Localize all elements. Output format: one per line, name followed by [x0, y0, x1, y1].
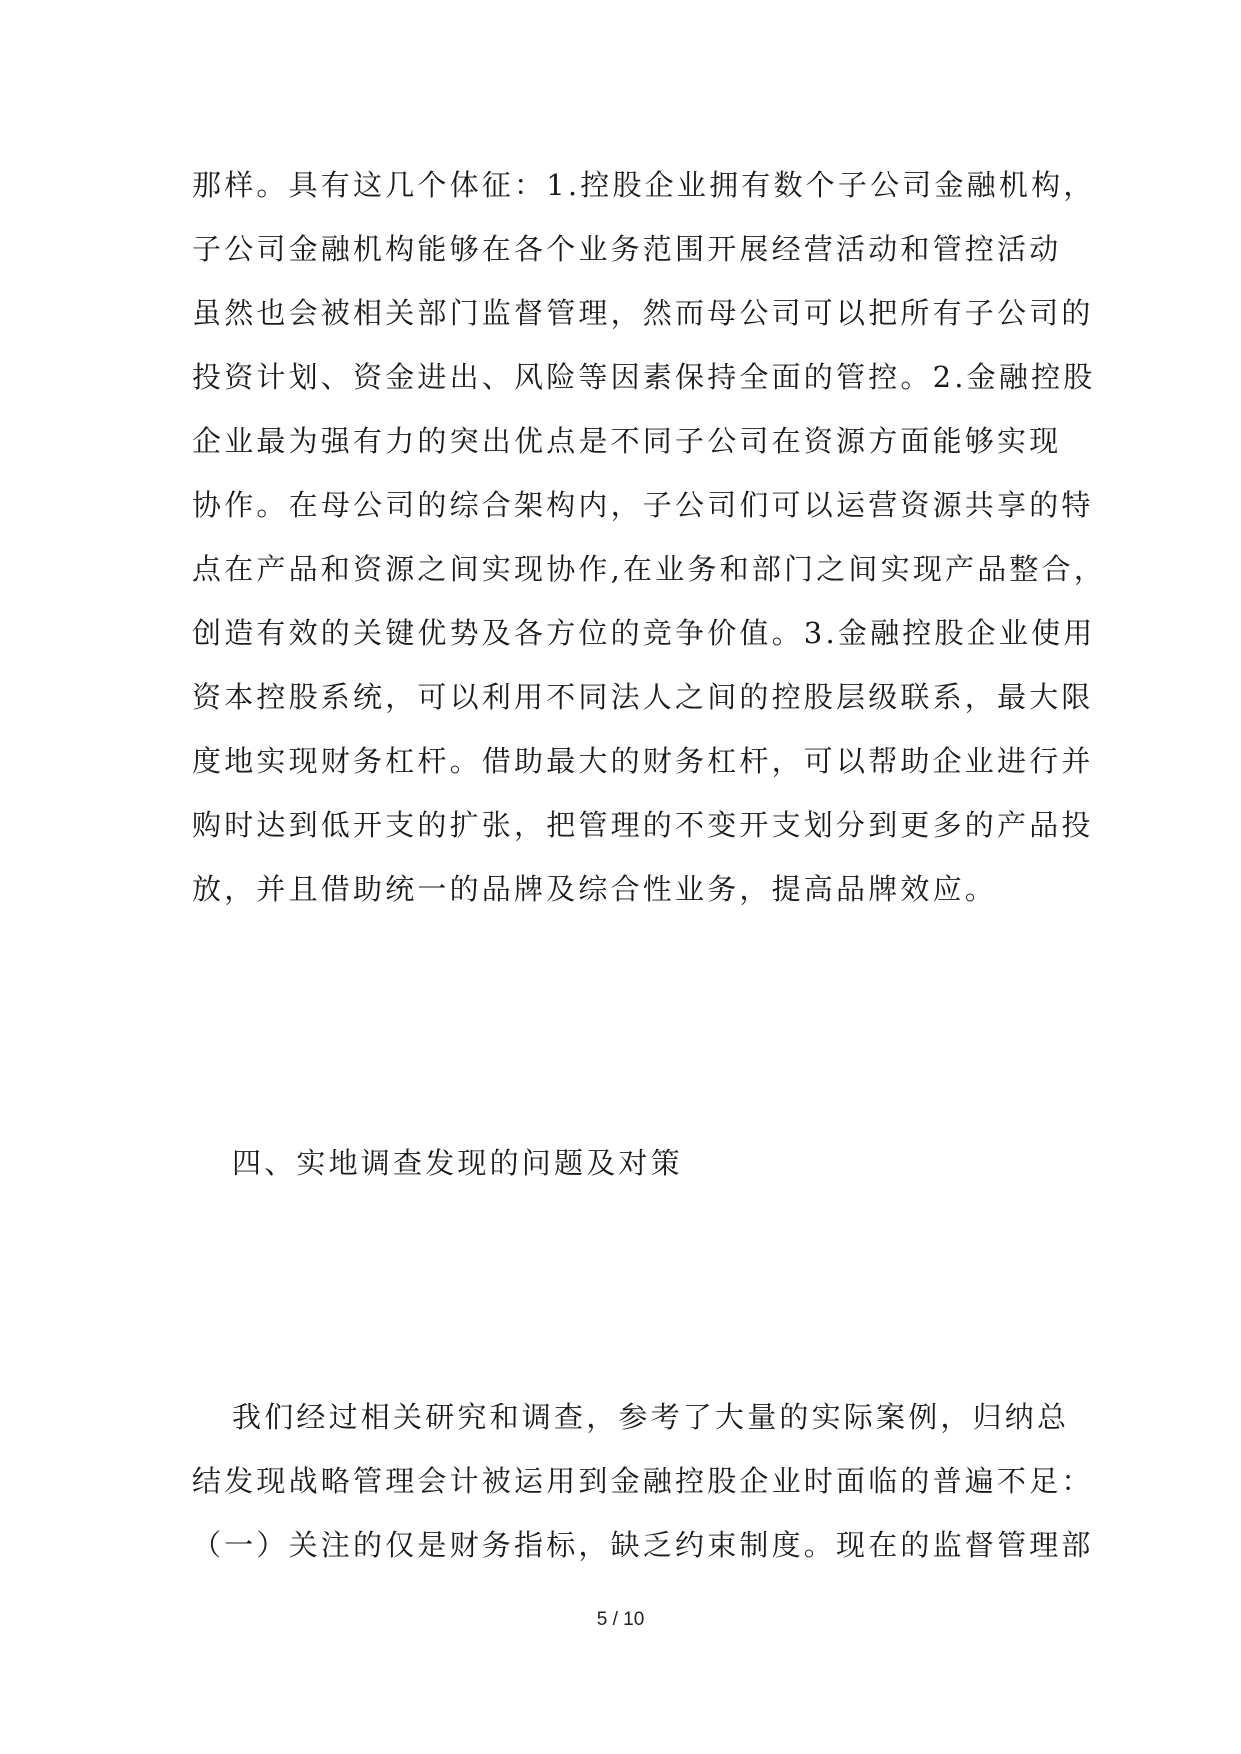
- paragraph-2: [192, 1385, 1094, 1577]
- paragraph-line: 协作。在母公司的综合架构内，子公司们可以运营资源共享的特: [192, 488, 1094, 522]
- paragraph-line: 企业最为强有力的突出优点是不同子公司在资源方面能够实现: [192, 424, 1062, 458]
- paragraph-line: 资本控股系统，可以利用不同法人之间的控股层级联系，最大限: [192, 680, 1094, 714]
- paragraph-line: 度地实现财务杠杆。借助最大的财务杠杆，可以帮助企业进行并: [192, 744, 1094, 778]
- page-number: 5 / 10: [596, 1609, 645, 1630]
- paragraph-1: [192, 153, 1107, 921]
- paragraph-line: 放，并且借助统一的品牌及综合性业务，提高品牌效应。: [192, 872, 998, 906]
- paragraph-line: 我们经过相关研究和调查，参考了大量的实际案例，归纳总: [232, 1400, 1070, 1434]
- page-footer: [0, 1609, 1241, 1631]
- paragraph-line: 点在产品和资源之间实现协作,在业务和部门之间实现产品整合，: [192, 552, 1107, 586]
- paragraph-line: 结发现战略管理会计被运用到金融控股企业时面临的普遍不足：: [192, 1464, 1094, 1498]
- paragraph-line: 购时达到低开支的扩张，把管理的不变开支划分到更多的产品投: [192, 808, 1094, 842]
- section-heading-text: 四、实地调查发现的问题及对策: [232, 1146, 683, 1180]
- section-heading: [232, 1131, 1092, 1195]
- paragraph-line: 创造有效的关键优势及各方位的竞争价值。3.金融控股企业使用: [192, 616, 1096, 650]
- paragraph-line: 投资计划、资金进出、风险等因素保持全面的管控。2.金融控股: [192, 360, 1096, 394]
- paragraph-line: 子公司金融机构能够在各个业务范围开展经营活动和管控活动: [192, 232, 1062, 266]
- paragraph-line: 那样。具有这几个体征：1.控股企业拥有数个子公司金融机构，: [192, 168, 1096, 202]
- paragraph-line: （一）关注的仅是财务指标，缺乏约束制度。现在的监督管理部: [192, 1528, 1094, 1562]
- paragraph-line: 虽然也会被相关部门监督管理，然而母公司可以把所有子公司的: [192, 296, 1094, 330]
